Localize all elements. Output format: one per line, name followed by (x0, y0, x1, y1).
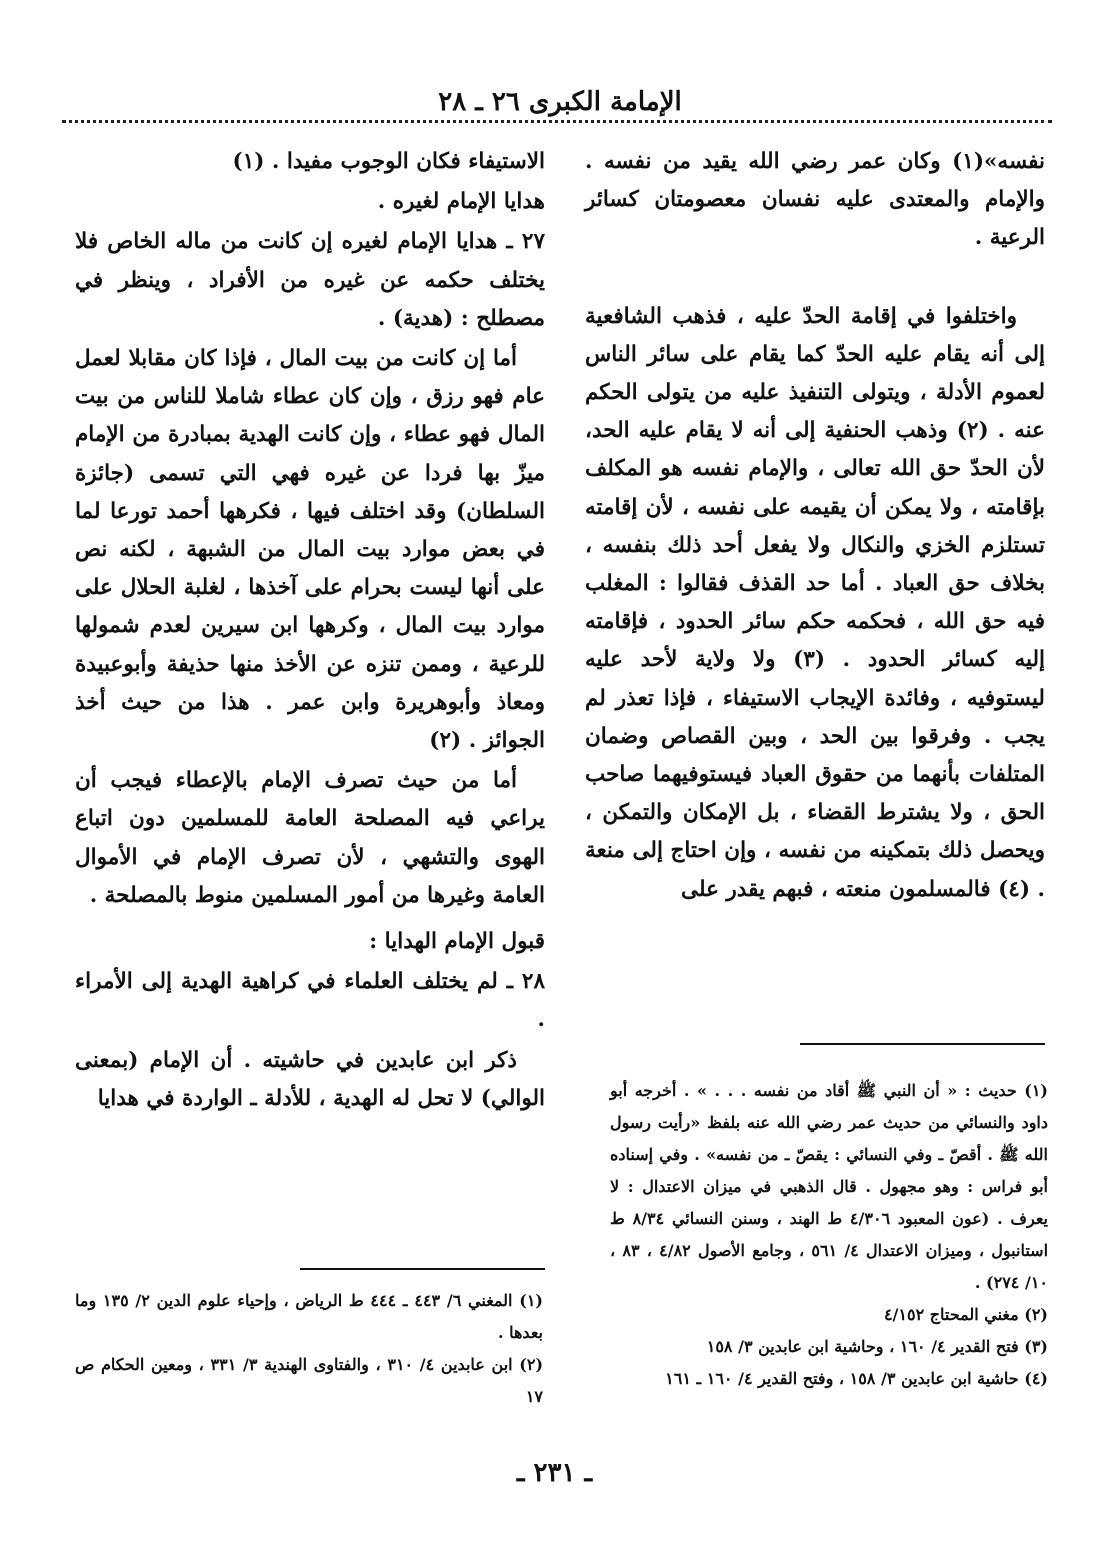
paragraph: واختلفوا في إقامة الحدّ عليه ، فذهب الشافعية إلى أنه يقام عليه الحدّ كما يقام على سائر الناس لعموم الأدلة ، ويتولى التنفيذ عليه من يتولى الحكم عنه . (٢) وذهب الحنفية إلى أنه لا يقام عليه الحد، لأن الحدّ حق الله تعالى ، والإمام نفسه هو المكلف بإقامته ، ولا يمكن أن يقيمه على نفسه ، لأن إقامته تستلزم الخزي والنكال ولا يفعل أحد ذلك بنفسه ، بخلاف حق العباد . أما حد القذف فقالوا : المغلب فيه حق الله ، فحكمه حكم سائر الحدود ، فإقامته إليه كسائر الحدود . (٣) ولا ولاية لأحد عليه ليستوفيه ، وفائدة الإيجاب الاستيفاء ، فإذا تعذر لم يجب . وفرقوا بين الحد ، وبين القصاص وضمان المتلفات بأنهما من حقوق العباد فيستوفيهما صاحب الحق ، ولا يشترط القضاء ، بل الإمكان والتمكن ، ويحصل ذلك بتمكينه من نفسه ، وإن احتاج إلى منعة . (٤) فالمسلمون منعته ، فبهم يقدر على (585, 303, 1045, 902)
paragraph: ٢٨ ـ لم يختلف العلماء في كراهية الهدية إلى الأمراء . (75, 969, 545, 1033)
footnote-separator (800, 1043, 1045, 1045)
paragraph: نفسه»(١) وكان عمر رضي الله يقيد من نفسه . والإمام والمعتدى عليه نفسان معصومتان كسائر الرعية . (585, 149, 1045, 251)
section-heading: هدايا الإمام لغيره . (377, 189, 545, 215)
footnote-separator (300, 1268, 545, 1270)
right-column (585, 143, 1045, 911)
footnote: (١) المغني ٦/ ٤٤٣ ـ ٤٤٤ ط الرياض ، وإحياء علوم الدين ٢/ ١٣٥ وما بعدها . (75, 1291, 543, 1342)
footnotes-right (610, 1075, 1048, 1395)
footnote: (٤) حاشية ابن عابدين ٣/ ١٥٨ ، وفتح القدير ٤/ ١٦٠ ـ ١٦١ (665, 1369, 1048, 1388)
footnote: (١) حديث : « أن النبي ﷺ أقاد من نفسه . . . » . أخرجه أبو داود والنسائي من حديث عمر رضي الله عنه بلفظ «رأيت رسول الله ﷺ . أقصّ ـ وفي النسائي : يقصّ ـ من نفسه» . وفي إسناده أبو فراس : وهو مجهول . قال الذهبي في ميزان الاعتدال : لا يعرف . (عون المعبود ٤/٣٠٦ ط الهند ، وسنن النسائي ٨/٣٤ ط استانبول ، وميزان الاعتدال ٤/ ٥٦١ ، وجامع الأصول ٤/٨٢ ، ٨٣ ، ١٠/ ٢٧٤) . (610, 1081, 1049, 1292)
header-dotted-rule (62, 120, 1052, 123)
footnote: (٢) مغني المحتاج ٤/١٥٢ (883, 1305, 1048, 1324)
page-number: ـ ٢٣١ ـ (516, 1458, 593, 1488)
paragraph: أما من حيث تصرف الإمام بالإعطاء فيجب أن يراعي فيه المصلحة العامة للمسلمين دون اتباع الهوى والتشهي ، لأن تصرف الإمام في الأموال العامة وغيرها من أمور المسلمين منوط بالمصلحة . (75, 768, 545, 908)
paragraph: أما إن كانت من بيت المال ، فإذا كان مقابلا لعمل عام فهو رزق ، وإن كان عطاء شاملا للناس من بيت المال فهو عطاء ، وإن كانت الهدية بمبادرة من الإمام ميزّ بها فردا عن غيره فهي التي تسمى (جائزة السلطان) وقد اختلف فيها ، فكرهها أحمد تورعا لما في بعض موارد بيت المال من الشبهة ، لكنه نص على أنها ليست بحرام على آخذها ، لغلبة الحلال على موارد بيت المال ، وكرهها ابن سيرين لعدم شمولها للرعية ، وممن تنزه عن الأخذ منها حذيفة وأبوعبيدة ومعاذ وأبوهريرة وابن عمر . هذا من حيث أخذ الجوائز . (٢) (75, 346, 545, 754)
footnote: (٢) ابن عابدين ٤/ ٣١٠ ، والفتاوى الهندية ٣/ ٣٣١ ، ومعين الحكام ص ١٧ (75, 1355, 544, 1406)
section-heading: قبول الإمام الهدايا : (369, 929, 545, 955)
paragraph: الاستيفاء فكان الوجوب مفيدا . (١) (232, 149, 545, 174)
paragraph: ذكر ابن عابدين في حاشيته . أن الإمام (بمعنى الوالي) لا تحل له الهدية ، للأدلة ـ الواردة في هدايا (75, 1047, 545, 1111)
footnote: (٣) فتح القدير ٤/ ١٦٠ ، وحاشية ابن عابدين ٣/ ١٥٨ (706, 1337, 1048, 1356)
running-header: الإمامة الكبرى ٢٦ ـ ٢٨ (438, 87, 682, 117)
left-column (75, 143, 545, 1120)
paragraph: ٢٧ ـ هدايا الإمام لغيره إن كانت من ماله الخاص فلا يختلف حكمه عن غيره من الأفراد ، وينظر في مصطلح : (هدية) . (75, 229, 545, 331)
footnotes-left (75, 1285, 543, 1413)
